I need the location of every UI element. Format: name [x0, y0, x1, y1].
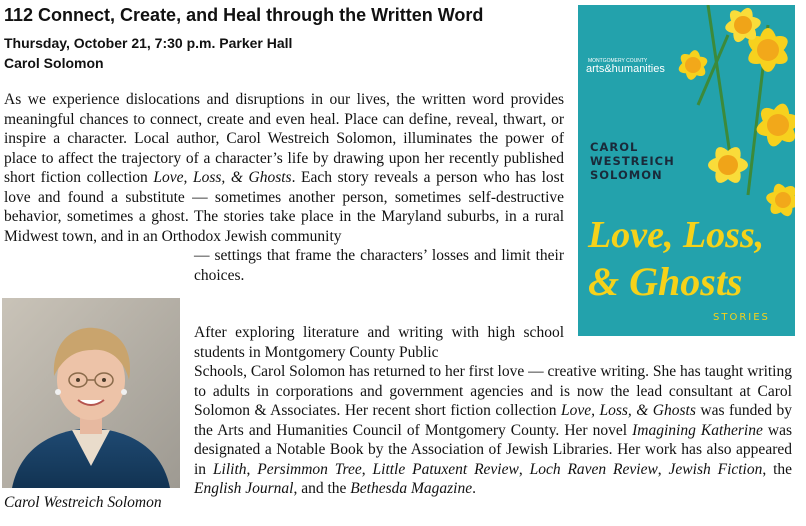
event-presenter: Carol Solomon — [4, 55, 104, 71]
bio-novel-title: Imagining Katherine — [632, 421, 763, 439]
publication-lilith: Lilith — [212, 460, 247, 478]
bio-text-the: the — [773, 460, 793, 478]
publication-bethesda-magazine: Bethesda Magazine — [350, 480, 473, 497]
bio-text-3: was funded by the Arts and Humanities Council of Montgomery County. Her novel — [194, 402, 793, 439]
bio-text-2: Schools, Carol Solomon has returned to her first love — creative writing. She has taught writing to adults in corporations and government agencies and is now the lead consultant at Carol Solomon & Associates. Her recent short fiction collection — [194, 363, 792, 419]
bio-text-1: After exploring literature and writing with high school students in Montgomery County Public — [194, 324, 564, 361]
bio-text-4: was designated a Notable Book by the Association of Jewish Libraries. Her work has also appeared in — [194, 421, 793, 478]
cover-badge: arts&humanities — [586, 63, 665, 75]
cover-title-line-2: & Ghosts — [588, 259, 743, 304]
publication-persimmon-tree: Persimmon Tree — [257, 460, 362, 478]
event-meta — [4, 33, 292, 73]
bio-text-and: , and the — [293, 480, 347, 497]
photo-caption: Carol Westreich Solomon — [4, 494, 162, 511]
description-text-3: — settings that frame the characters’ losses and limit their choices. — [194, 247, 564, 284]
publication-jewish-fiction: Jewish Fiction — [668, 460, 763, 478]
cover-subtitle: STORIES — [713, 312, 770, 323]
cover-author-line-2: WESTREICH — [590, 154, 675, 168]
publication-english-journal: English Journal — [194, 480, 294, 497]
description-text-2: . Each story reveals a person who has lost love and found a substitute — sometimes another person, sometimes self-destructive behavior, sometimes a ghost. The stories take place in the Maryland suburbs, in a rural Midwest town, and in an Orthodox Jewish community — [4, 169, 565, 245]
event-datetime: Thursday, October 21, 7:30 p.m. Parker Hall — [4, 35, 293, 51]
cover-title-line-1: Love, Loss, — [588, 214, 765, 256]
cover-author-line-3: SOLOMON — [590, 168, 663, 182]
publication-loch-raven-review: Loch Raven Review — [529, 460, 658, 478]
bio-book-title: Love, Loss, & Ghosts — [560, 402, 696, 419]
author-photo — [2, 298, 180, 488]
cover-author-line-1: CAROL — [590, 140, 639, 154]
cover-badge-small: MONTGOMERY COUNTY — [588, 58, 648, 64]
description-paragraph — [4, 90, 564, 285]
publication-little-patuxent-review: Little Patuxent Review — [372, 460, 519, 478]
bio-text-end: . — [472, 480, 476, 497]
book-title-reference: Love, Loss, & Ghosts — [153, 169, 292, 186]
book-cover — [578, 5, 795, 336]
bio-paragraph: After exploring literature and writing with high school students in Montgomery County Public Schools, Carol Solomon has returned to her first love — creative writing. She has taught writing to adults in corporations and government agencies and is now the lead consultant at Carol Solomon & Associates. Her recent short fiction collection Love, Loss, & Ghosts was funded by the Arts and Humanities Council of Montgomery County. Her novel Imagining Katherine was designated a Notable Book by the Association of Jewish Libraries. Her work has also appeared in Lilith, Persimmon Tree, Little Patuxent Review, Loch Raven Review, Jewish Fiction, the English Journal, and the Bethesda Magazine. — [194, 324, 793, 497]
description-text-1: As we experience dislocations and disruptions in our lives, the written word provides meaningful chances to connect, create and even heal. Place can define, reveal, thwart, or inspire a character. Local author, Carol Westreich Solomon, illuminates the power of place to affect the trajectory of a character’s life by drawing upon her recently published short fiction collection — [4, 91, 564, 186]
event-title: 112 Connect, Create, and Heal through the Written Word — [4, 5, 484, 25]
